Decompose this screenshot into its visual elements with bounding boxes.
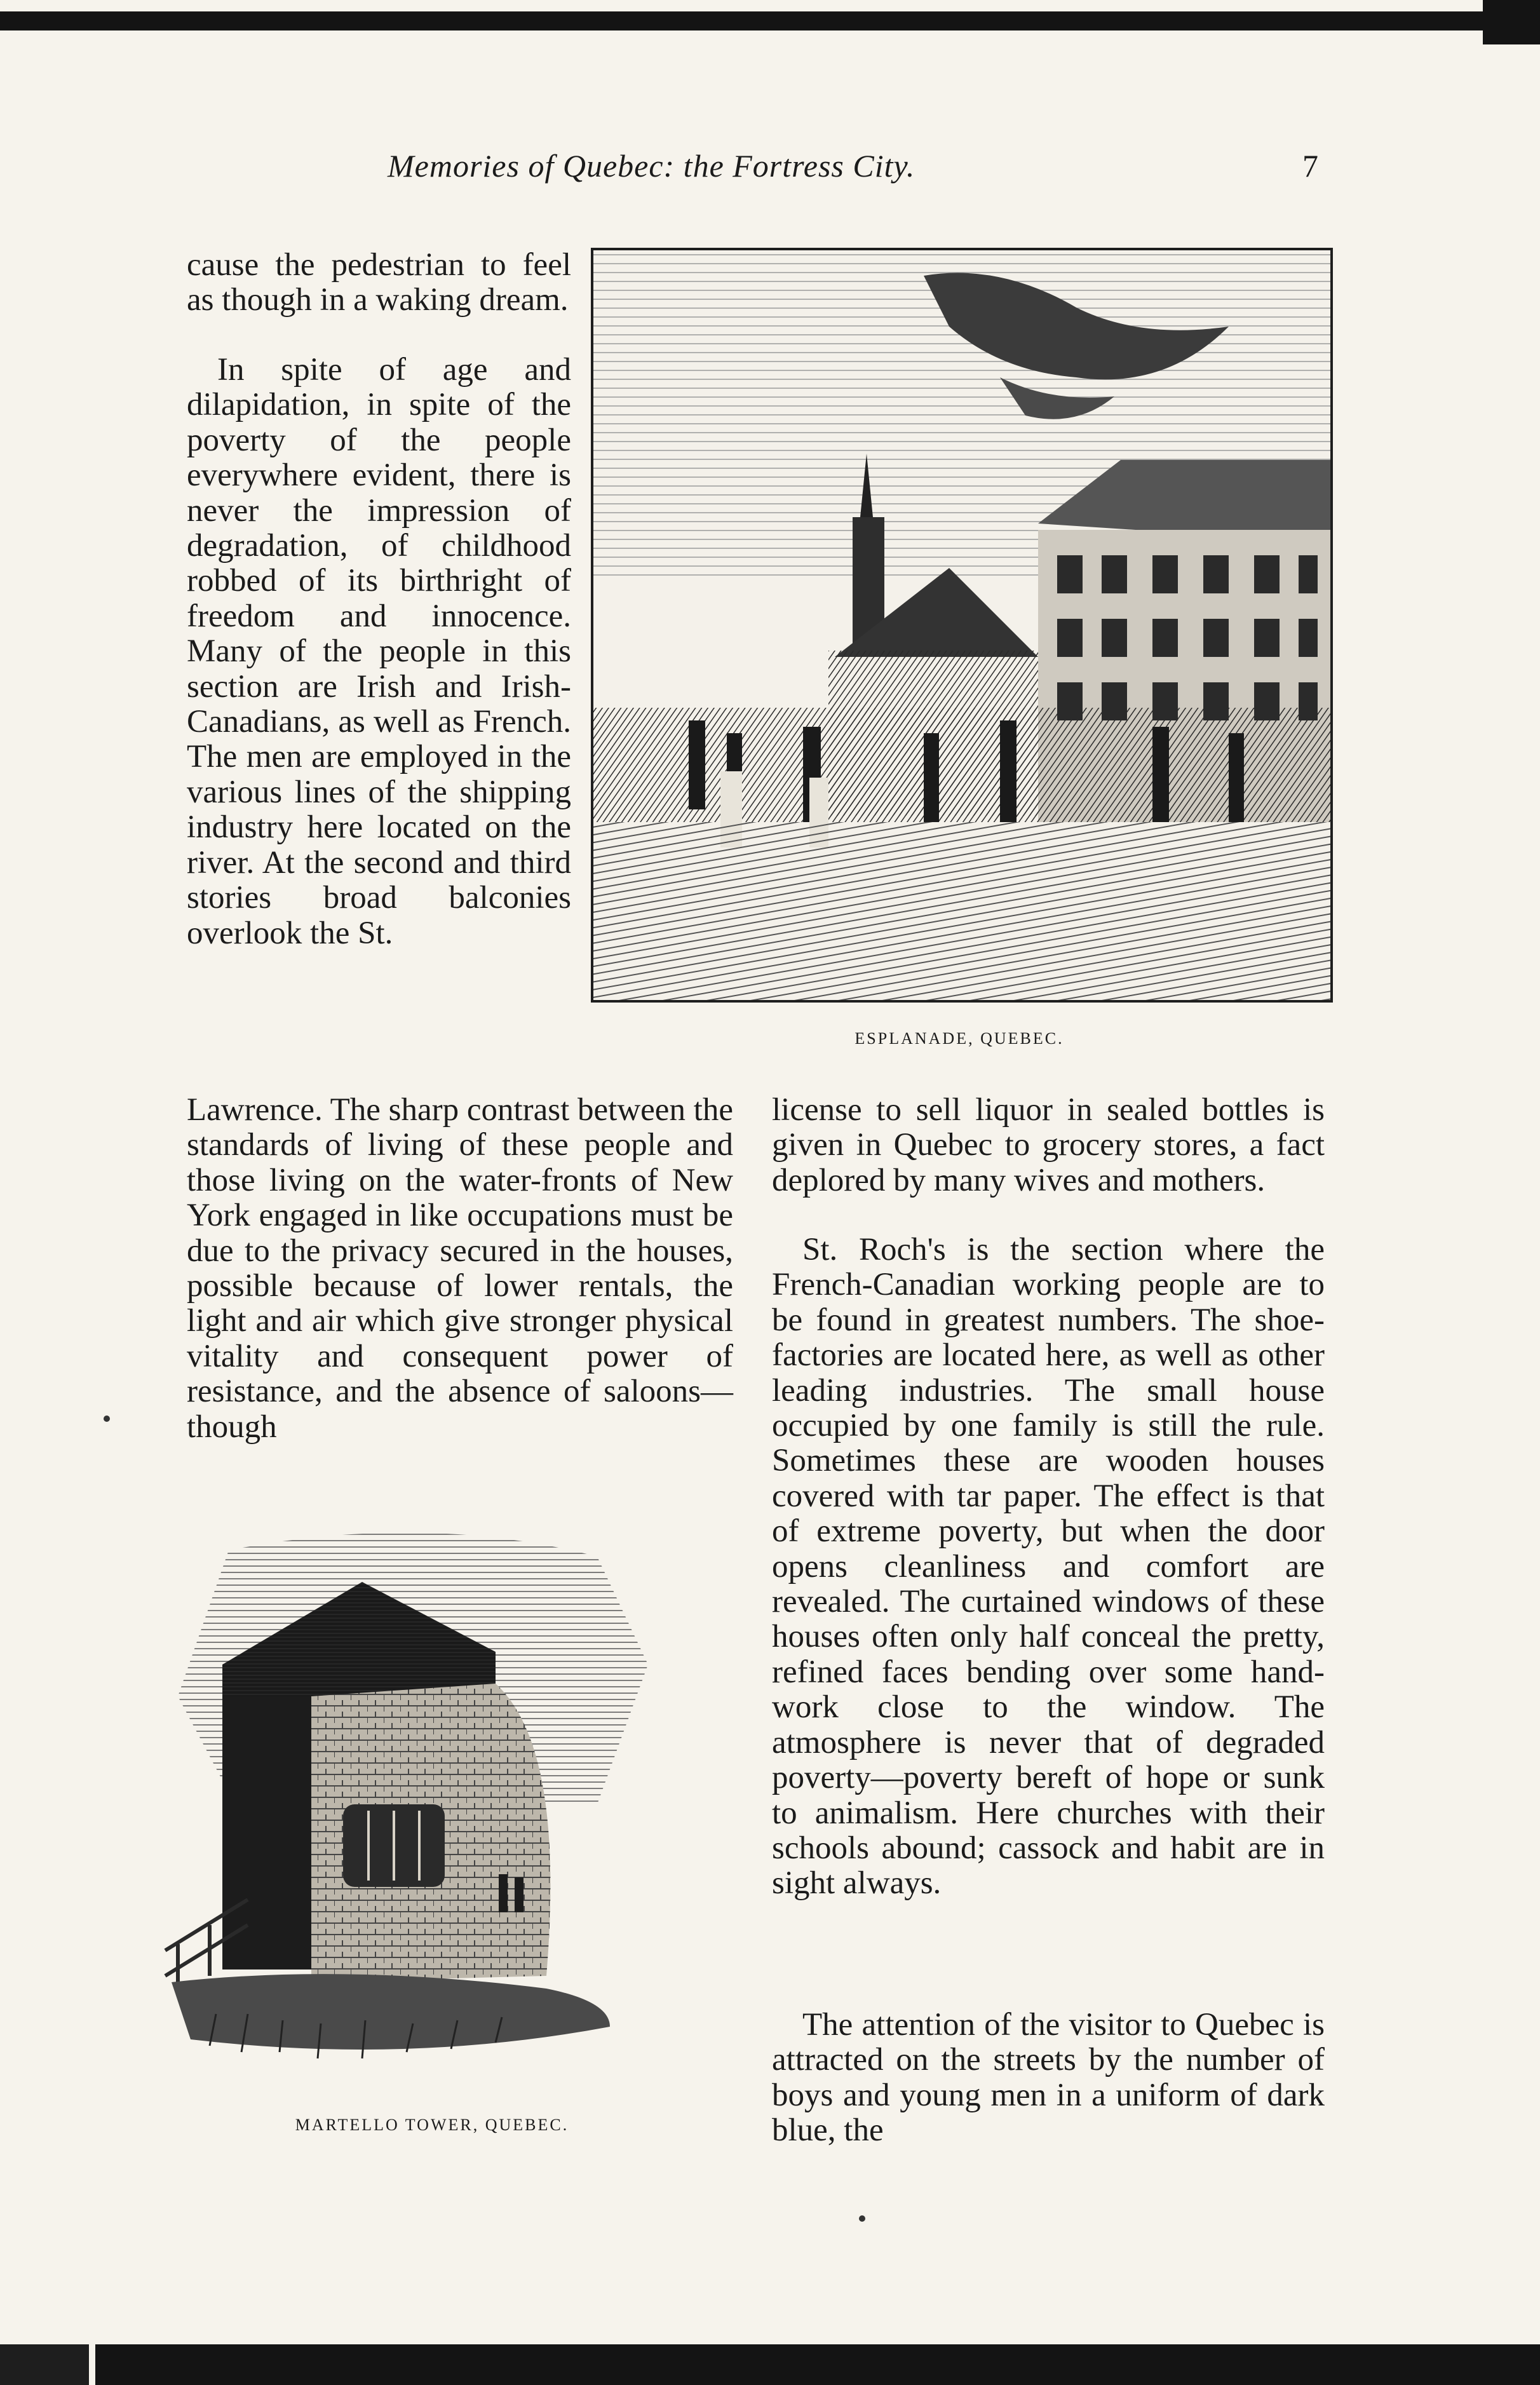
speck	[104, 1415, 110, 1422]
martello-tower-engraving	[152, 1506, 699, 2078]
paragraph-st-roch: St. Roch's is the section where the French-Canadian working people are to be found in greatest numbers. The shoe-factories are located here, as well as other leading industries. The small house occupied by one family is still the rule. Sometimes these are wooden houses covered with tar paper. The effect is that of extreme poverty, but when the door opens cleanliness and comfort are revealed. The curtained windows of these houses often only half conceal the pretty, refined faces bending over some hand-work close to the window. The atmosphere is never that of degraded poverty—poverty bereft of hope or sunk to animalism. Here churches with their schools abound; cassock and habit are in sight always.	[772, 1232, 1325, 1902]
speck	[859, 2215, 865, 2222]
paragraph-license: license to sell liquor in sealed bottles is given in Quebec to grocery stores, a fact deplored by many wives and mothers.	[772, 1092, 1325, 1198]
martello-tower-illustration	[152, 1506, 699, 2078]
esplanade-caption: ESPLANADE, QUEBEC.	[854, 1029, 1064, 1048]
paragraph-lawrence: Lawrence. The sharp contrast between the standards of living of these people and those living on the water-fronts of New York engaged in like occupations must be due to the privacy secured in the houses, possible because of lower rentals, the light and air which give stronger physical vitality and consequent power of resistance, and the absence of saloons—though	[187, 1092, 734, 1445]
paragraph-intro: cause the pedestrian to feel as though in a waking dream.	[187, 247, 571, 318]
page-number: 7	[1302, 148, 1318, 184]
scan-edge-bottom	[95, 2344, 1540, 2385]
esplanade-illustration	[591, 248, 1333, 1003]
running-head: Memories of Quebec: the Fortress City.	[388, 148, 915, 184]
scan-edge-top	[0, 11, 1540, 30]
esplanade-engraving	[593, 250, 1330, 1000]
scan-edge-left	[0, 2344, 89, 2385]
paragraph-attention: The attention of the visitor to Quebec is attracted on the streets by the number of boys and young men in a uniform of dark blue, the	[772, 2007, 1325, 2149]
paragraph-dilapidation: In spite of age and dilapidation, in spite of the poverty of the people everywhere evident, there is never the impression of degradation, of childhood robbed of its birthright of freedom and innocence. Many of the people in this section are Irish and Irish-Canadians, as well as French. The men are employed in the various lines of the shipping industry here located on the river. At the second and third stories broad balconies overlook the St.	[187, 352, 571, 951]
martello-tower-caption: MARTELLO TOWER, QUEBEC.	[295, 2116, 569, 2134]
